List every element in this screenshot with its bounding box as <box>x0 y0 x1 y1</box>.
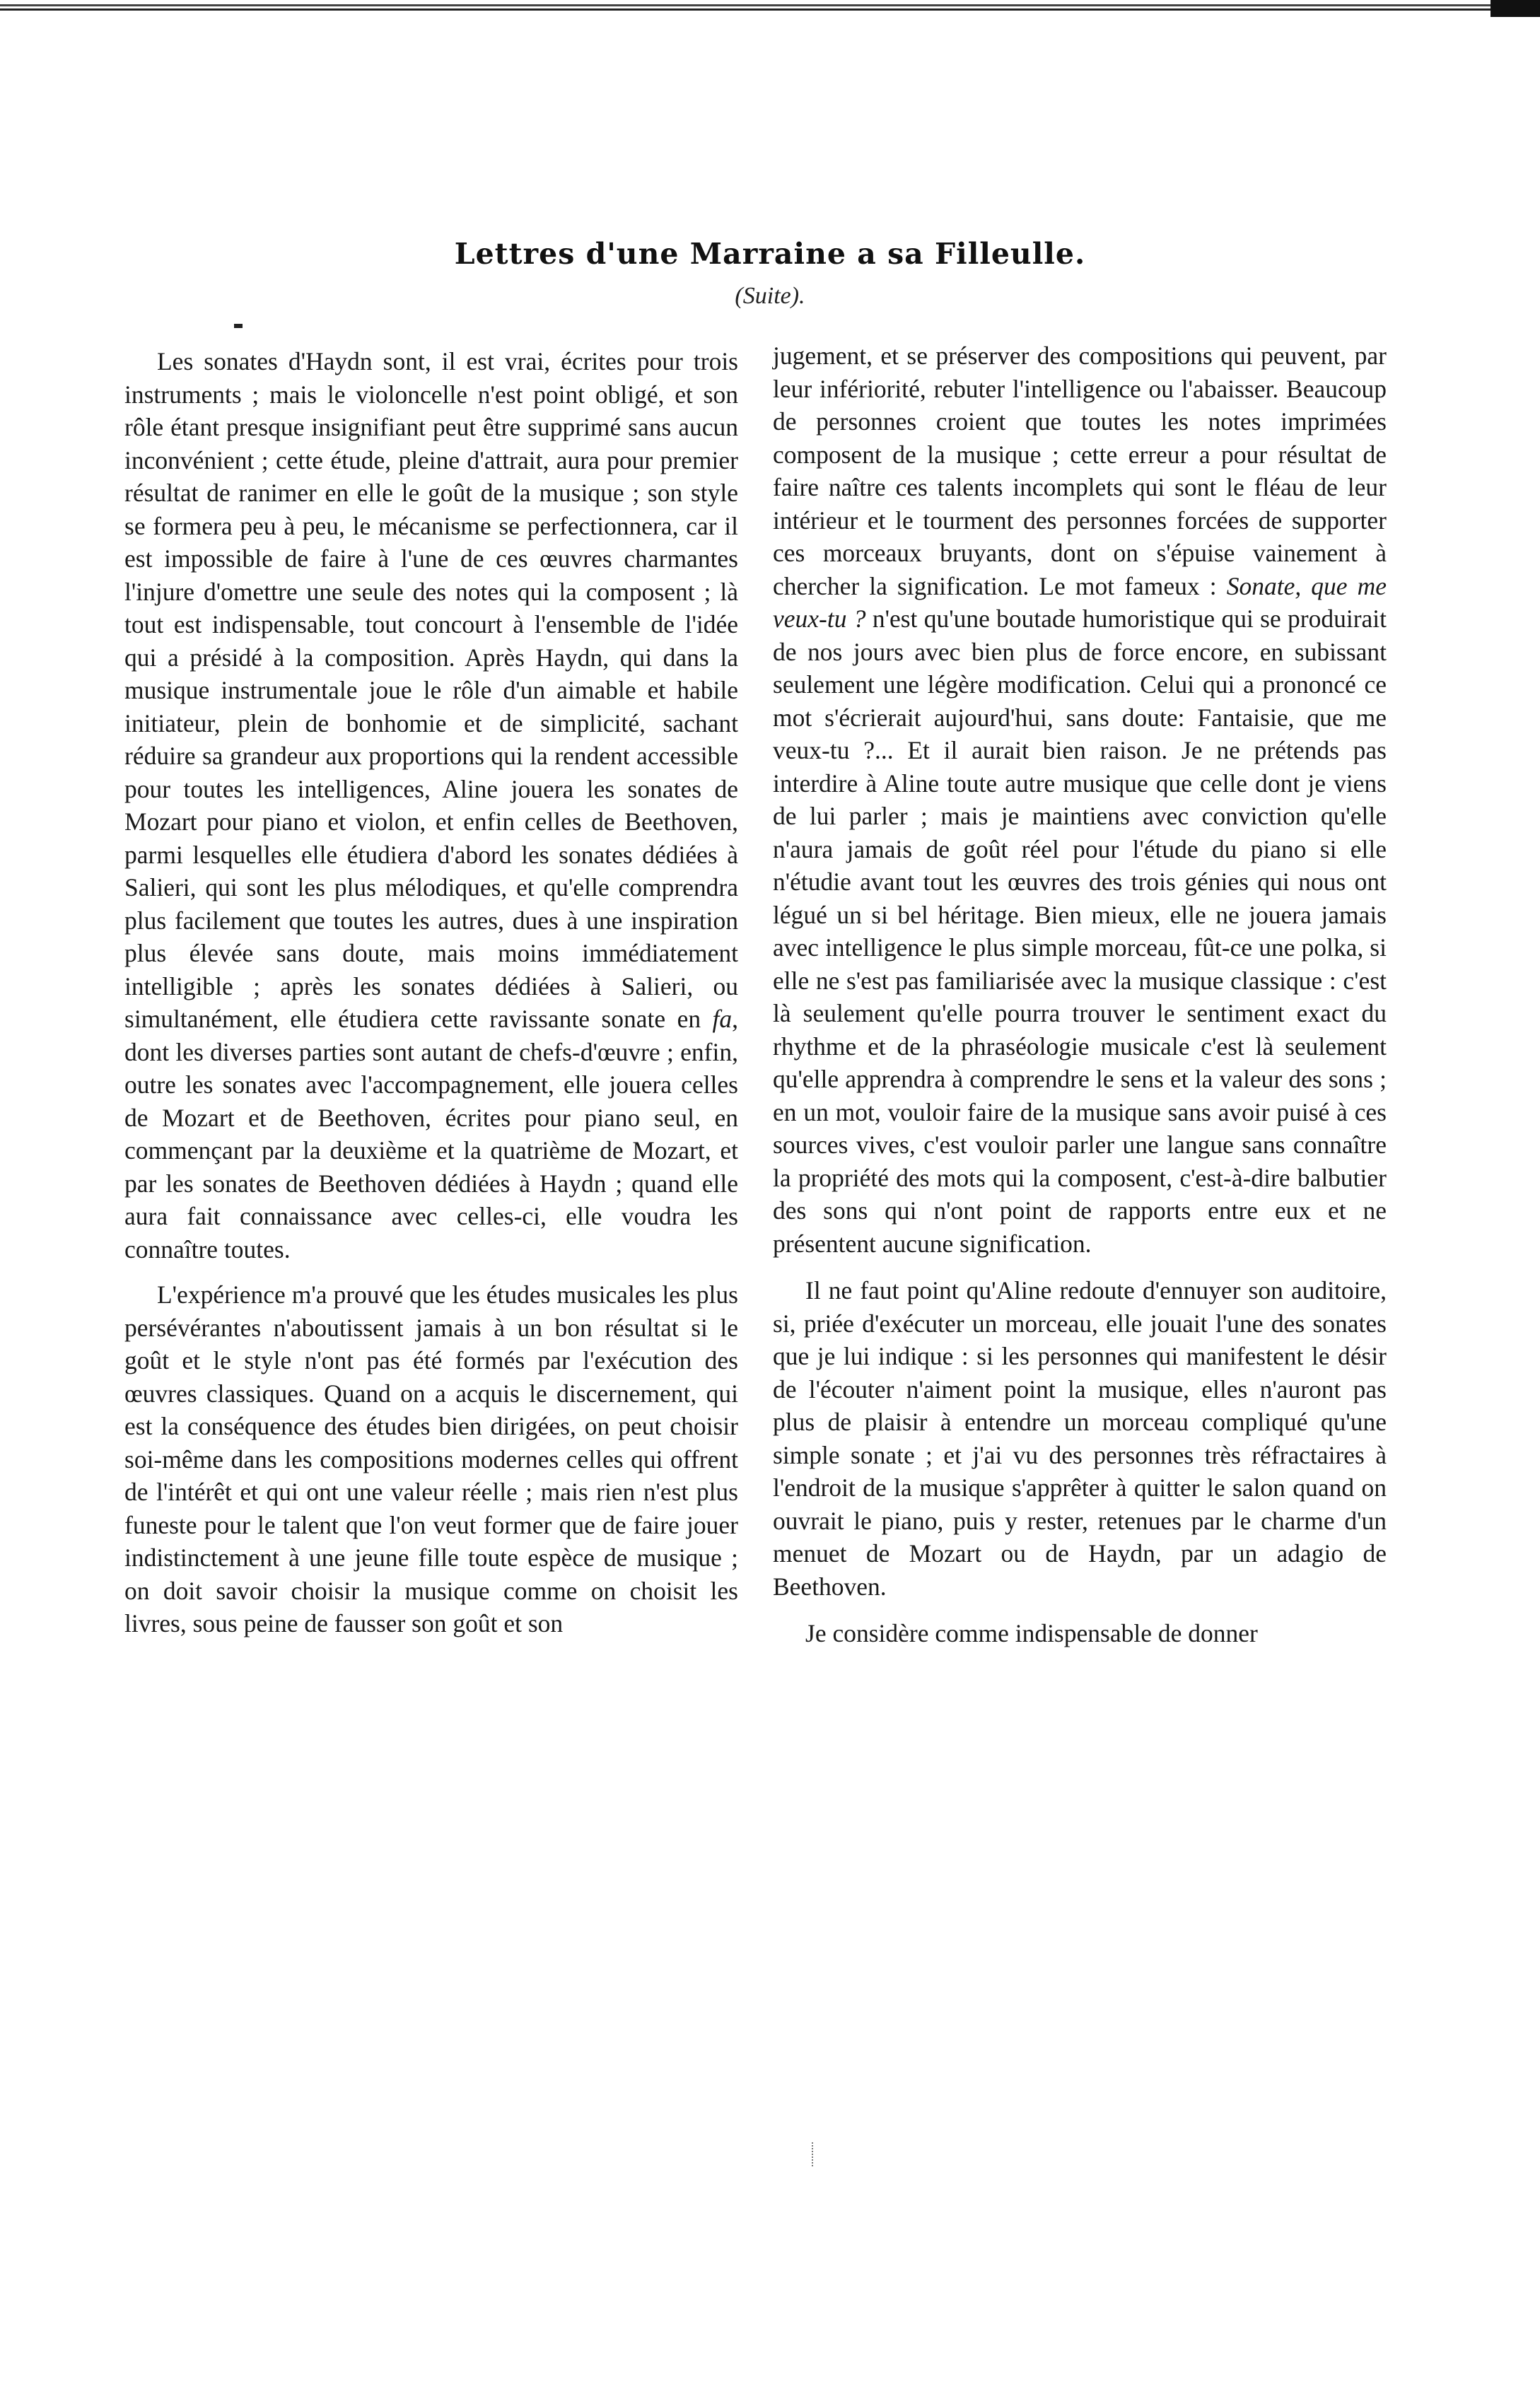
right-column <box>773 339 1387 1650</box>
right-paragraph-3: Je considère comme indispensable de donner <box>805 1619 1258 1647</box>
top-rule-end <box>1491 0 1540 17</box>
page-blemish <box>812 2142 817 2166</box>
article-title: Lettres d'une Marraine a sa Filleulle. <box>454 237 1086 271</box>
left-paragraph-1-key: fa <box>712 1005 733 1033</box>
left-paragraph-1-text: Les sonates d'Haydn sont, il est vrai, écrites pour trois instruments ; mais le violoncelle n'est point obligé, et son rôle étant presque insignifiant peut être supprimé sans aucun inconvénient ; cette étude, pleine d'attrait, aura pour premier résultat de ranimer en elle le goût de la musique ; son style se formera peu à peu, le mécanisme se perfectionnera, car il est impossible de faire à l'une de ces œuvres charmantes l'injure d'omettre une seule des notes qui la composent ; là tout est indispensable, tout concourt à l'ensemble de l'idée qui a présidé à la composition. Après Haydn, qui dans la musique instrumentale joue le rôle d'un aimable et habile initiateur, plein de bonhomie et de simplicité, sachant réduire sa grandeur aux proportions qui la rendent accessible pour toutes les intelligences, Aline jouera les sonates de Mozart pour piano et violon, et enfin celles de Beethoven, parmi lesquelles elle étudiera d'abord les sonates dédiées à Salieri, qui sont les plus mélodiques, et qu'elle comprendra plus facilement que toutes les autres, dues à une inspiration plus élevée sans doute, mais moins immédiatement intelligible ; après les sonates dédiées à Salieri, ou simultanément, elle étudiera cette ravissante sonate en <box>124 347 738 1033</box>
article-subtitle: (Suite). <box>735 283 805 309</box>
right-paragraph-1 <box>773 339 1387 1260</box>
right-paragraph-2: Il ne faut point qu'Aline redoute d'ennuyer son auditoire, si, priée d'exécuter un morceau, elle jouait l'une des sonates que je lui indique : si les personnes qui manifestent le désir de l'écouter n'aiment point la musique, elles n'auront pas plus de plaisir à entendre un morceau compliqué qu'une simple sonate ; et j'ai vu des personnes très réfractaires à l'endroit de la musique s'apprêter à quitter le salon quand on ouvrait le piano, puis y rester, retenues par le charme d'un menuet de Mozart ou de Haydn, par un adagio de Beethoven. <box>773 1276 1387 1601</box>
print-mark <box>234 324 243 328</box>
left-column <box>124 345 738 1640</box>
right-paragraph-1-quote: Sonate, que me veux-tu ? <box>773 571 1387 633</box>
left-paragraph-2: L'expérience m'a prouvé que les études musicales les plus persévérantes n'aboutissent jamais à un bon résultat si le goût et le style n'ont pas été formés par l'exécution des œuvres classiques. Quand on a acquis le discernement, qui est la conséquence des études bien dirigées, on peut choisir soi-même dans les compositions modernes celles qui offrent de l'intérêt et qui ont une valeur réelle ; mais rien n'est plus funeste pour le talent que l'on veut former que de faire jouer indistinctement à une jeune fille toute espèce de musique ; on doit savoir choisir la musique comme on choisit les livres, sous peine de fausser son goût et son <box>124 1280 738 1637</box>
left-paragraph-1-end: , dont les diverses parties sont autant de chefs-d'œuvre ; enfin, outre les sonates avec l'accompagnement, elle jouera celles de Mozart et de Beethoven, écrites pour piano seul, en commençant par la deuxième et la quatrième de Mozart, et par les sonates de Beethoven dédiées à Haydn ; quand elle aura fait connaissance avec celles-ci, elle voudra les connaître toutes. <box>124 1005 738 1263</box>
left-paragraph-1 <box>124 345 738 1266</box>
right-paragraph-1-end: n'est qu'une boutade humoristique qui se produirait de nos jours avec bien plus de force encore, en subissant seulement une légère modification. Celui qui a prononcé ce mot s'écrierait aujourd'hui, sans doute: Fantaisie, que me veux-tu ?... Et il aurait bien raison. Je ne prétends pas interdire à Aline toute autre musique que celle dont je viens de lui parler ; mais je maintiens avec conviction qu'elle n'aura jamais de goût réel pour l'étude du piano si elle n'étudie avant tout les œuvres des trois génies qui nous ont légué un si bel héritage. Bien mieux, elle ne jouera jamais avec intelligence le plus simple morceau, fût-ce une polka, si elle ne s'est pas familiarisée avec la musique classique : c'est là seulement qu'elle pourra trouver le sentiment exact du rhythme et de la phraséologie musicale c'est là seulement qu'elle apprendra à comprendre le sens et la valeur des sons ; en un mot, vouloir faire de la musique sans avoir puisé à ces sources vives, c'est vouloir parler une langue sans connaître la propriété des mots qui la composent, c'est-à-dire balbutier des sons qui n'ont point de rapports entre eux et ne présentent aucune signification. <box>773 605 1387 1258</box>
top-rule <box>0 4 1540 11</box>
right-paragraph-1-text: jugement, et se préserver des compositions qui peuvent, par leur infériorité, rebuter l'intelligence ou l'abaisser. Beaucoup de personnes croient que toutes les notes imprimées composent de la musique ; cette erreur a pour résultat de faire naître ces talents incomplets qui sont le fléau de leur intérieur et le tourment des personnes forcées de supporter ces morceaux bruyants, dont on s'épuise vainement à chercher la signification. Le mot fameux : <box>773 341 1387 600</box>
